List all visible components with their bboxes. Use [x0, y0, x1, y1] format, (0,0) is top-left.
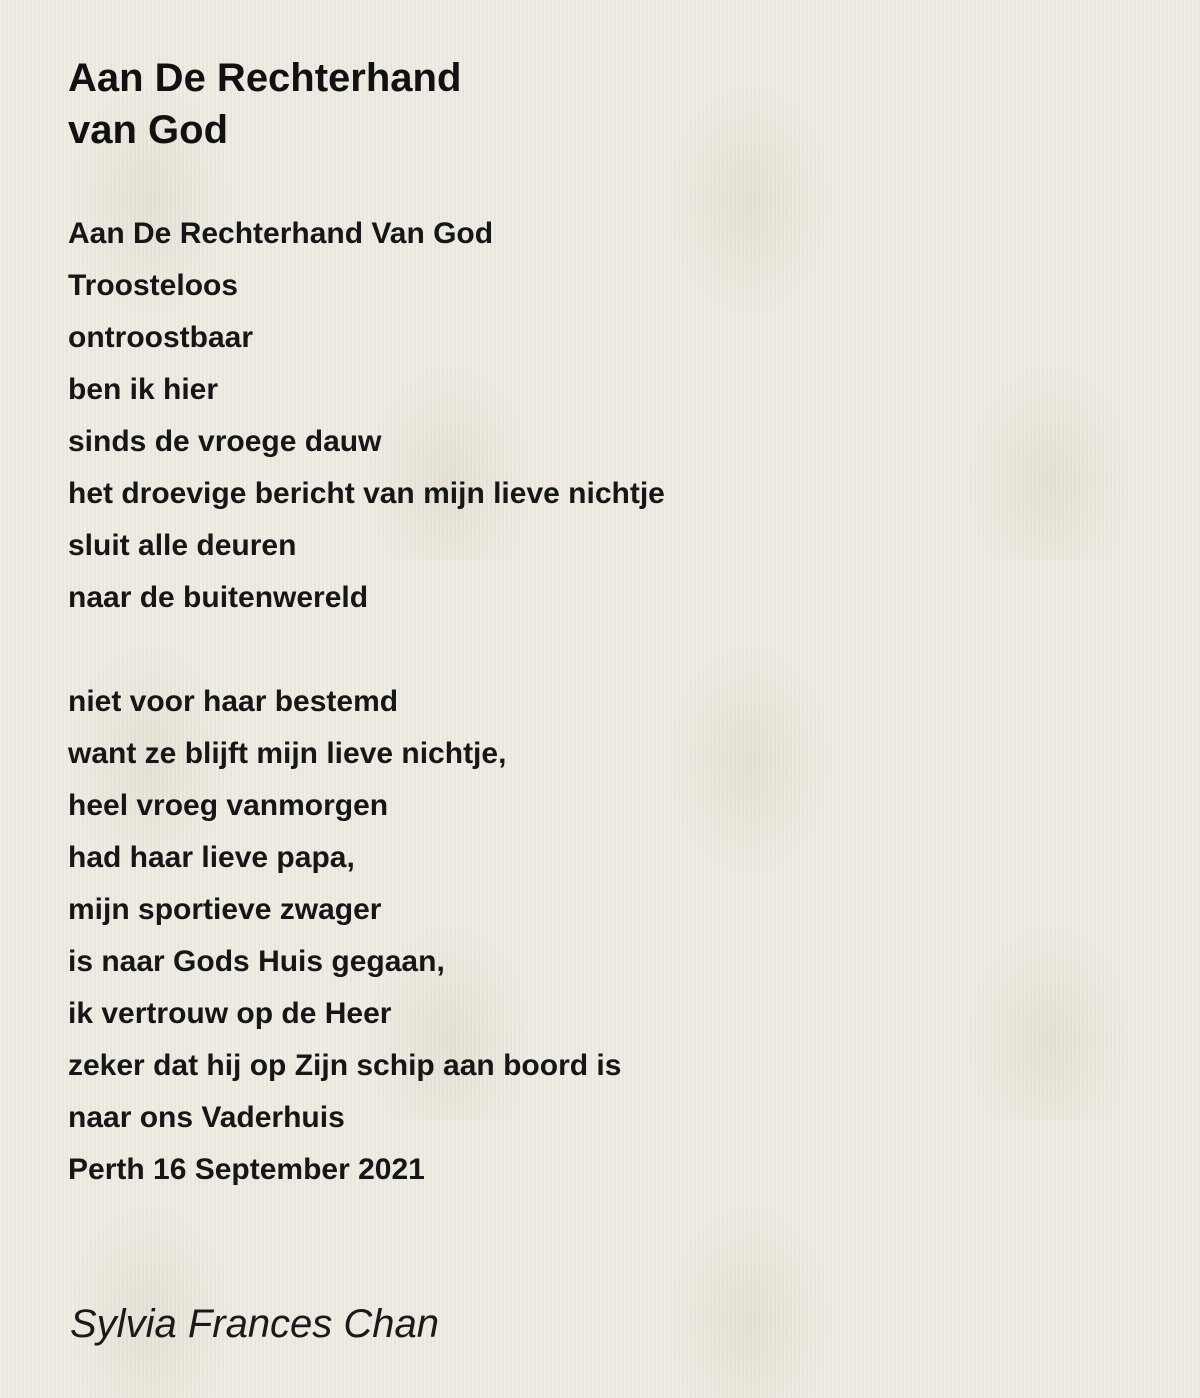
poem-body [68, 208, 1148, 1196]
poem-line: had haar lieve papa, [68, 841, 355, 874]
poem-line: naar de buitenwereld [68, 581, 369, 614]
poem-line: Aan De Rechterhand Van God [68, 217, 494, 250]
poem-line: het droevige bericht van mijn lieve nichtje [68, 477, 665, 510]
poem-line: naar ons Vaderhuis [68, 1101, 345, 1134]
poem-title-line-2: van God [68, 108, 229, 152]
stanza-2 [68, 676, 1148, 1196]
poem-line: sluit alle deuren [68, 529, 297, 562]
poem-line: niet voor haar bestemd [68, 685, 399, 718]
poem-page [68, 52, 1148, 1248]
poem-line: ben ik hier [68, 373, 219, 406]
stanza-1 [68, 208, 1148, 624]
poem-line: Troosteloos [68, 269, 239, 302]
poem-line: sinds de vroege dauw [68, 425, 382, 458]
poem-line: ontroostbaar [68, 321, 254, 354]
poem-title-line-1: Aan De Rechterhand [68, 56, 462, 100]
poem-line: mijn sportieve zwager [68, 893, 382, 926]
poem-line: heel vroeg vanmorgen [68, 789, 389, 822]
poem-line: ik vertrouw op de Heer [68, 997, 392, 1030]
poem-author: Sylvia Frances Chan [70, 1302, 440, 1346]
poem-title [68, 52, 1148, 156]
poem-line: want ze blijft mijn lieve nichtje, [68, 737, 507, 770]
poem-line: zeker dat hij op Zijn schip aan boord is [68, 1049, 622, 1082]
poem-line: is naar Gods Huis gegaan, [68, 945, 445, 978]
poem-line: Perth 16 September 2021 [68, 1153, 425, 1186]
